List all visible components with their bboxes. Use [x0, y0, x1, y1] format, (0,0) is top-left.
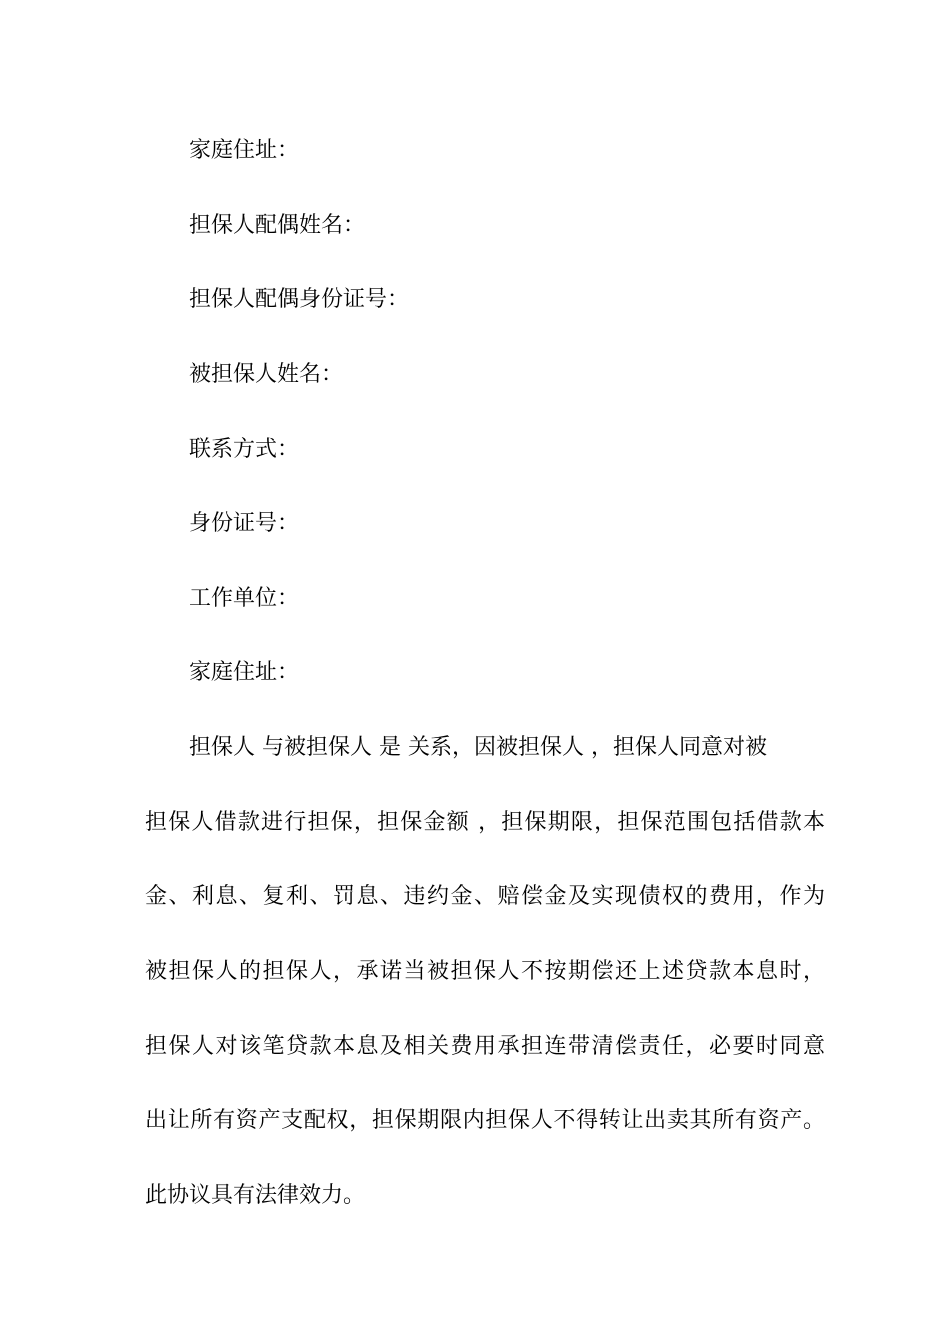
paragraph-line: 担保人借款进行担保，担保金额 ，担保期限，担保范围包括借款本: [145, 810, 825, 835]
paragraph-line: 此协议具有法律效力。: [145, 1183, 366, 1208]
field-home-address: 家庭住址：: [189, 138, 300, 163]
field-work-unit: 工作单位：: [189, 586, 300, 611]
field-guarantor-spouse-name: 担保人配偶姓名：: [189, 213, 366, 238]
field-contact: 联系方式：: [189, 437, 300, 462]
field-home-address-2: 家庭住址：: [189, 660, 300, 685]
paragraph-line: 被担保人的担保人，承诺当被担保人不按期偿还上述贷款本息时，: [145, 959, 825, 984]
field-guaranteed-name: 被担保人姓名：: [189, 362, 344, 387]
field-guarantor-spouse-id: 担保人配偶身份证号：: [189, 287, 410, 312]
paragraph-line: 担保人 与被担保人 是 关系，因被担保人 ，担保人同意对被: [189, 735, 767, 760]
paragraph-line: 金、利息、复利、罚息、违约金、赔偿金及实现债权的费用，作为: [145, 884, 825, 909]
paragraph-line: 出让所有资产支配权，担保期限内担保人不得转让出卖其所有资产。: [145, 1108, 825, 1133]
paragraph-line: 担保人对该笔贷款本息及相关费用承担连带清偿责任，必要时同意: [145, 1034, 825, 1059]
field-id-number: 身份证号：: [189, 511, 300, 536]
